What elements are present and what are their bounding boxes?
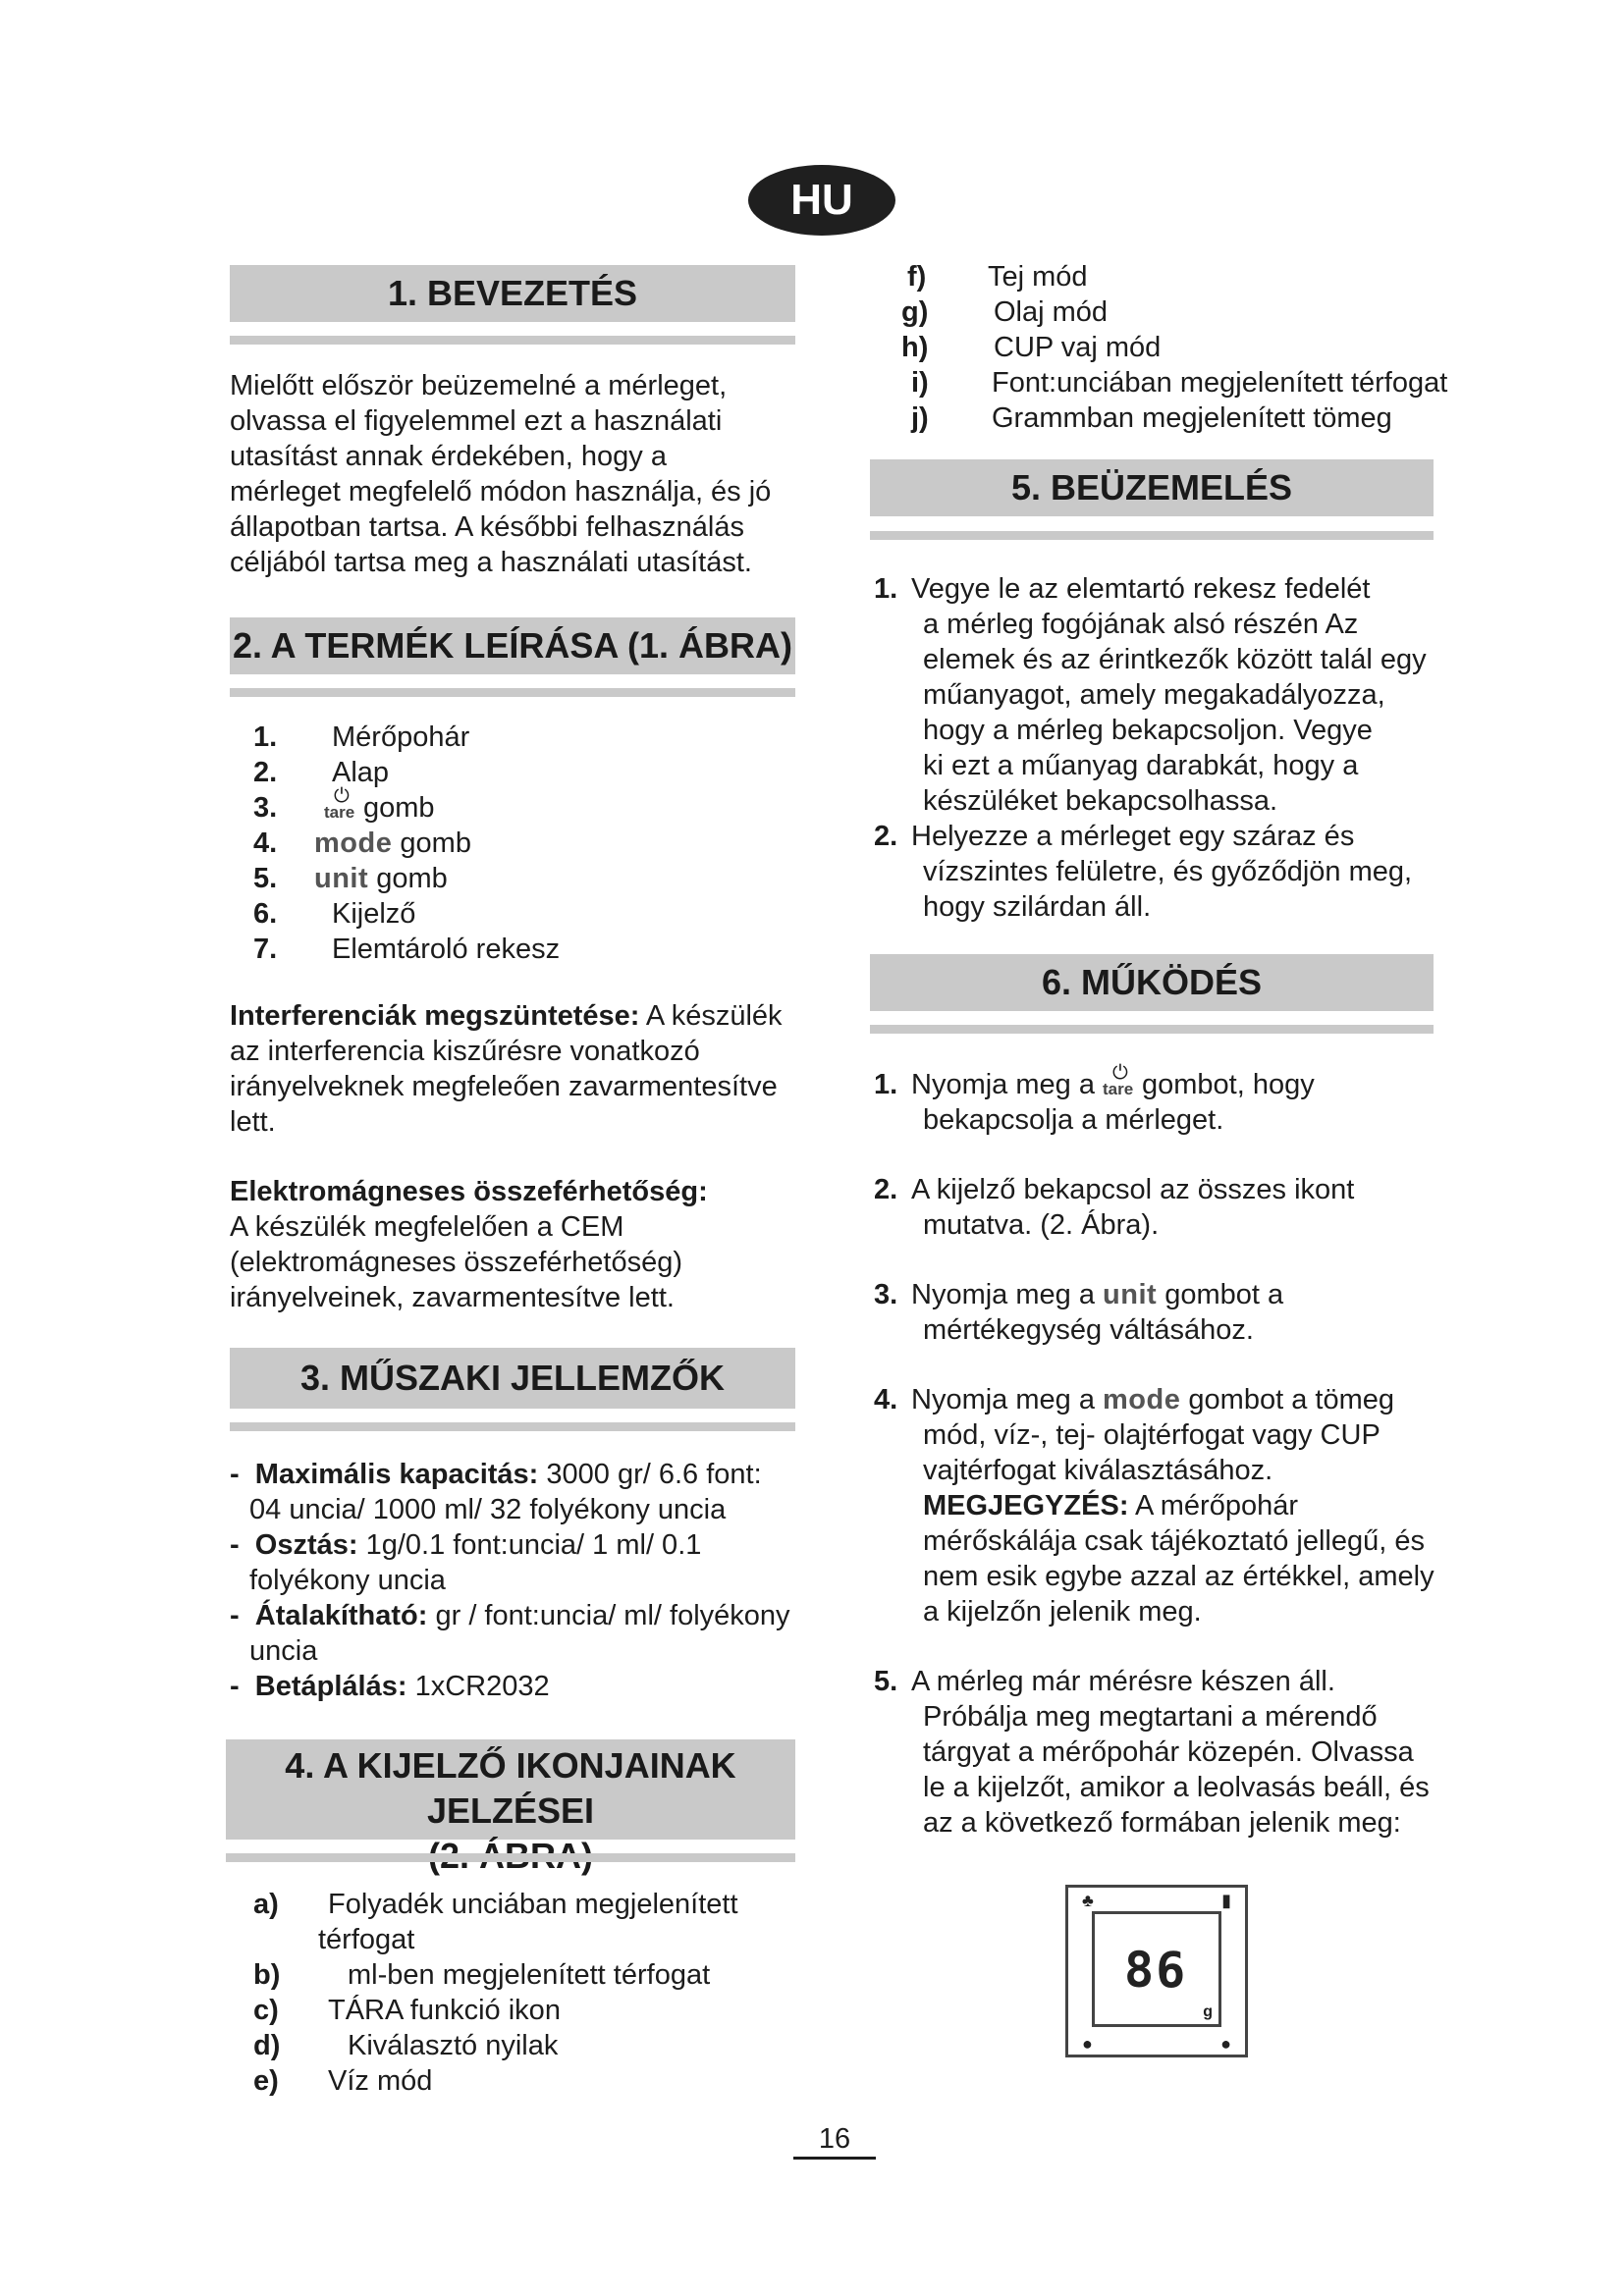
text-line: irányelveknek megfeleően zavarmentesítve bbox=[230, 1071, 778, 1102]
step-item: 1. Vegye le az elemtartó rekesz fedelét a mérleg fogójának alsó részén Az elemek és az érintkezők között talál egy műanyagot, amely megakadályozza, hogy a mérleg bekapcsoljon. Vegye ki ezt a műanyag darabkát, hogy a készüléket bekapcsolhassa. bbox=[874, 573, 1427, 817]
list-item: j) Grammban megjelenített tömeg bbox=[911, 402, 1392, 434]
list-item: d) Kiválasztó nyilak bbox=[253, 2030, 559, 2061]
section-4-heading bbox=[226, 1739, 795, 1840]
tare-icon: ♣ bbox=[1082, 1891, 1094, 1910]
tare-power-icon: ⏻ tare bbox=[324, 785, 355, 822]
spec-item-cont: folyékony uncia bbox=[249, 1565, 446, 1596]
section-5-rule bbox=[870, 531, 1434, 540]
drop-icon: ● bbox=[1082, 2034, 1093, 2054]
list-item: a) Folyadék unciában megjelenített bbox=[253, 1889, 738, 1920]
spec-item: - Betáplálás: 1xCR2032 bbox=[230, 1671, 550, 1702]
list-item: c) TÁRA funkció ikon bbox=[253, 1995, 561, 2026]
step-item: 4. Nyomja meg a mode gombot a tömeg mód, víz-, tej- olajtérfogat vagy CUP vajtérfogat kiválasztásához. MEGJEGYZÉS: A mérőpohár mérőskálája csak tájékoztató jellegű, és nem esik egybe azzal az értékkel, amely a kijelzőn jelenik meg. bbox=[874, 1384, 1435, 1628]
bottle-icon: ● bbox=[1220, 2034, 1231, 2054]
step-item: 5. A mérleg már mérésre készen áll. Próbálja meg megtartani a mérendő tárgyat a mérőpohár közepén. Olvassa le a kijelzőt, amikor a leolvasás beáll, és az a következő formában jelenik meg: bbox=[874, 1666, 1430, 1839]
list-item: b) ml-ben megjelenített térfogat bbox=[253, 1959, 711, 1991]
list-item: e) Víz mód bbox=[253, 2065, 433, 2097]
specs-list bbox=[230, 1457, 819, 1704]
note-label: MEGJEGYZÉS: bbox=[923, 1490, 1129, 1522]
step-item: 3. Nyomja meg a unit gombot a mértékegység váltásához. bbox=[874, 1279, 1284, 1346]
list-item: 5. unit gomb bbox=[253, 863, 448, 894]
lcd-screen bbox=[1092, 1911, 1221, 2027]
list-item: f) Tej mód bbox=[907, 261, 1088, 293]
tare-power-icon: ⏻ tare bbox=[1103, 1062, 1134, 1098]
step-item: 2. Helyezze a mérleget egy száraz és vízszintes felületre, és győződjön meg, hogy szilárdan áll. bbox=[874, 821, 1413, 923]
text-line: olvassa el figyelemmel ezt a használati bbox=[230, 405, 723, 437]
text-line: Mielőtt először beüzemelné a mérleget, bbox=[230, 370, 728, 401]
section-4-rule bbox=[226, 1853, 795, 1862]
display-icons-list-left bbox=[253, 1887, 803, 2099]
display-icons-list-right bbox=[901, 259, 1490, 436]
mode-label-icon: mode bbox=[1103, 1384, 1181, 1415]
text-line: állapotban tartsa. A későbbi felhasználás bbox=[230, 511, 744, 543]
step-item: 2. A kijelző bekapcsol az összes ikont mutatva. (2. Ábra). bbox=[874, 1174, 1355, 1241]
section-6-rule bbox=[870, 1025, 1434, 1034]
section-2-rule bbox=[230, 688, 795, 697]
step-item: 1. Nyomja meg a ⏻ tare gombot, hogy bekapcsolja a mérleget. bbox=[874, 1062, 1315, 1136]
display-reading: 86 bbox=[1124, 1942, 1188, 1999]
list-item: 4. mode gomb bbox=[253, 828, 471, 859]
emc-paragraph bbox=[230, 1174, 809, 1315]
list-item: 3. ⏻ tare gomb bbox=[253, 785, 435, 824]
spec-item: - Maximális kapacitás: 3000 gr/ 6.6 font: bbox=[230, 1459, 762, 1490]
unit-label-icon: unit bbox=[1103, 1279, 1158, 1310]
text-line: az interferencia kiszűrésre vonatkozó bbox=[230, 1036, 700, 1067]
text-line: lett. bbox=[230, 1106, 276, 1138]
list-item-cont: térfogat bbox=[318, 1924, 415, 1955]
scale-display-illustration bbox=[1065, 1885, 1248, 2057]
spec-item-cont: uncia bbox=[249, 1635, 318, 1667]
spec-item: - Átalakítható: gr / font:uncia/ ml/ folyékony bbox=[230, 1600, 790, 1631]
list-item: 6. Kijelző bbox=[253, 898, 416, 930]
section-4-title-line1: 4. A KIJELZŐ IKONJAINAK JELZÉSEI bbox=[285, 1745, 736, 1831]
spec-item-cont: 04 uncia/ 1000 ml/ 32 folyékony uncia bbox=[249, 1494, 727, 1525]
display-unit: g bbox=[1203, 2003, 1213, 2020]
section-5-heading: 5. BEÜZEMELÉS bbox=[870, 459, 1434, 516]
language-badge: HU bbox=[748, 165, 895, 236]
text-line: céljából tartsa meg a használati utasítást. bbox=[230, 547, 752, 578]
list-item: i) Font:unciában megjelenített térfogat bbox=[911, 367, 1448, 399]
text-line: irányelveinek, zavarmentesítve lett. bbox=[230, 1282, 675, 1313]
product-parts-list bbox=[253, 720, 764, 967]
list-item: h) CUP vaj mód bbox=[901, 332, 1162, 363]
text-line: A készülék megfelelően a CEM bbox=[230, 1211, 624, 1243]
section-1-paragraph bbox=[230, 368, 799, 580]
operation-steps bbox=[874, 1062, 1483, 1841]
mode-label-icon: mode bbox=[314, 828, 393, 859]
interference-label: Interferenciák megszüntetése: bbox=[230, 1000, 640, 1032]
list-item: 7. Elemtároló rekesz bbox=[253, 934, 561, 965]
indicator-icon: ▮ bbox=[1221, 1891, 1231, 1910]
text-line: mérleget megfelelő módon használja, és jó bbox=[230, 476, 772, 507]
unit-label-icon: unit bbox=[314, 863, 369, 894]
list-item: 2. Alap bbox=[253, 757, 390, 788]
text-line: utasítást annak érdekében, hogy a bbox=[230, 441, 667, 472]
text-line: (elektromágneses összeférhetőség) bbox=[230, 1247, 683, 1278]
section-6-heading: 6. MŰKÖDÉS bbox=[870, 954, 1434, 1011]
spec-item: - Osztás: 1g/0.1 font:uncia/ 1 ml/ 0.1 bbox=[230, 1529, 702, 1561]
list-item: g) Olaj mód bbox=[901, 296, 1109, 328]
page-number: 16 bbox=[793, 2121, 876, 2160]
emc-label: Elektromágneses összeférhetőség: bbox=[230, 1176, 708, 1207]
section-3-rule bbox=[230, 1422, 795, 1431]
interference-paragraph: Interferenciák megszüntetése: A készülék az interferencia kiszűrésre vonatkozó irányelveknek megfeleően zavarmentesítve lett. bbox=[230, 998, 809, 1140]
section-2-heading: 2. A TERMÉK LEÍRÁSA (1. ÁBRA) bbox=[230, 617, 795, 674]
section-3-heading: 3. MŰSZAKI JELLEMZŐK bbox=[230, 1348, 795, 1409]
section-1-rule bbox=[230, 336, 795, 345]
section-1-heading: 1. BEVEZETÉS bbox=[230, 265, 795, 322]
setup-steps bbox=[874, 571, 1463, 925]
list-item: 1. Mérőpohár bbox=[253, 721, 470, 753]
